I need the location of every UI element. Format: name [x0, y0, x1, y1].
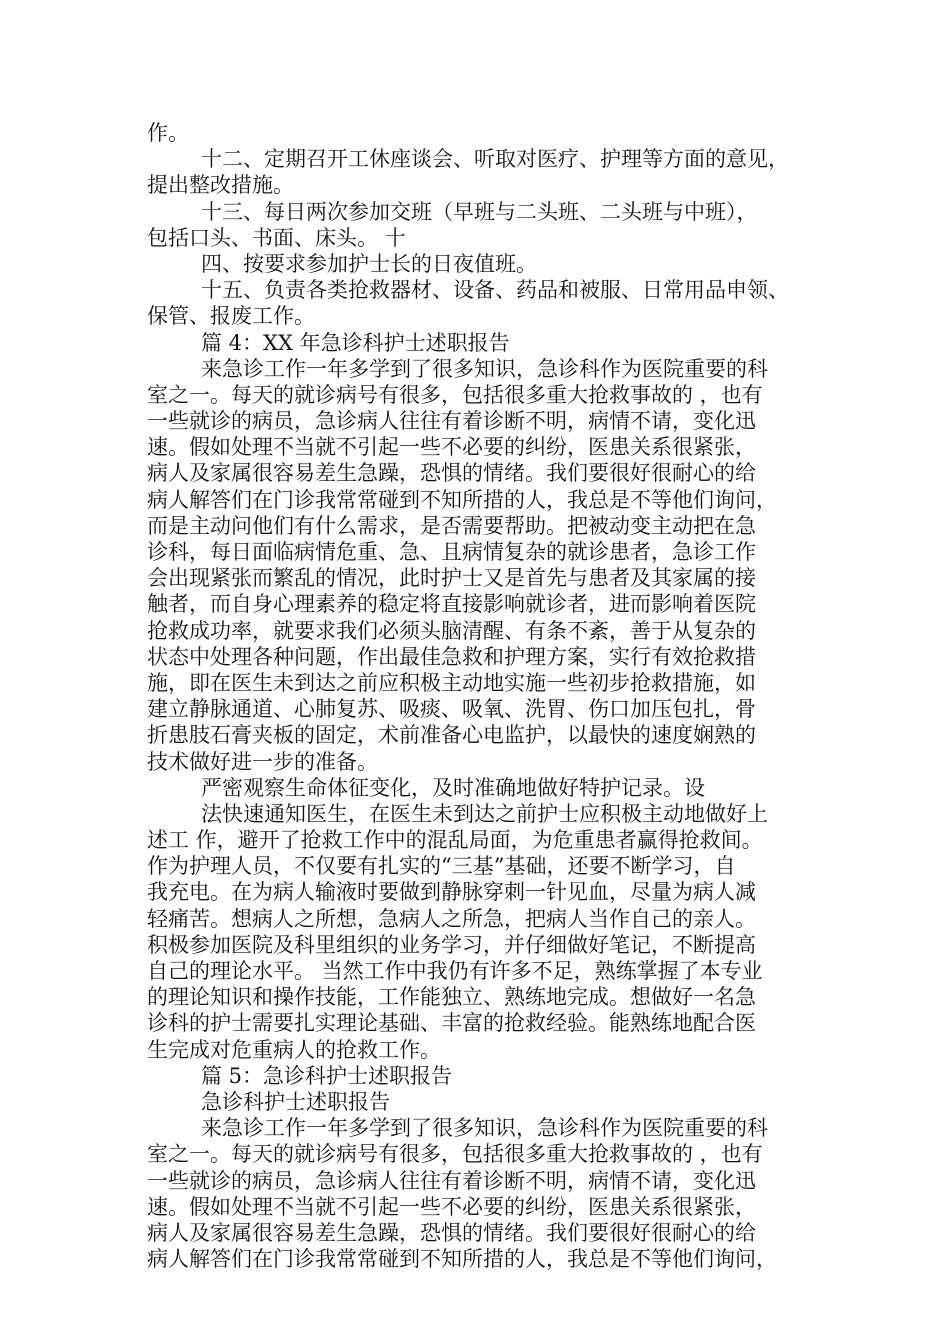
text-line: 篇 4：XX 年急诊科护士述职报告 — [201, 330, 510, 355]
text-line: 作。 — [147, 121, 189, 145]
text-line: 速。假如处理不当就不引起一些不必要的纠纷，医患关系很紧张， — [147, 435, 756, 460]
text-line: 室之一。每天的就诊病号有很多，包括很多重大抢救事故的 ，也有 — [147, 382, 763, 407]
text-line: 十五、负责各类抢救器材、设备、药品和被服、日常用品申领、 — [201, 278, 789, 303]
text-line: 病人解答们在门诊我常常碰到不知所措的人，我总是不等他们询问， — [147, 1247, 777, 1272]
text-line: 保管、报废工作。 — [147, 304, 315, 329]
text-line: 生完成对危重病人的抢救工作。 — [147, 1037, 441, 1062]
text-line: 病人及家属很容易差生急躁，恐惧的情绪。我们要很好很耐心的给 — [147, 461, 756, 486]
text-line: 状态中处理各种问题，作出最佳急救和护理方案，实行有效抢救措 — [147, 644, 756, 669]
text-line: 包括口头、书面、床头。 十 — [147, 225, 406, 250]
text-line: 抢救成功率，就要求我们必须头脑清醒、有条不紊，善于从复杂的 — [147, 618, 756, 643]
text-line: 折患肢石膏夹板的固定，术前准备心电监护，以最快的速度娴熟的 — [147, 723, 756, 748]
text-line: 诊科的护士需要扎实理论基础、丰富的抢救经验。能熟练地配合医 — [147, 1011, 756, 1036]
text-line: 作为护理人员，不仅要有扎实的“三基”基础，还要不断学习，自 — [147, 854, 736, 879]
text-line: 自己的理论水平。 当然工作中我仍有许多不足，熟练掌握了本专业 — [147, 959, 763, 983]
text-line: 来急诊工作一年多学到了很多知识，急诊科作为医院重要的科 — [201, 1116, 768, 1141]
text-line: 十三、每日两次参加交班（早班与二头班、二头班与中班）， — [201, 199, 758, 224]
text-line: 积极参加医院及科里组织的业务学习，并仔细做好笔记，不断提高 — [147, 932, 756, 957]
text-line: 急诊科护士述职报告 — [201, 1089, 390, 1114]
text-line: 我充电。在为病人输液时要做到静脉穿刺一针见血，尽量为病人减 — [147, 880, 756, 905]
text-line: 述工 作，避开了抢救工作中的混乱局面，为危重患者赢得抢救间。 — [147, 828, 763, 853]
text-line: 技术做好进一步的准备。 — [147, 749, 378, 774]
text-line: 诊科，每日面临病情危重、急、且病情复杂的就诊患者，急诊工作 — [147, 540, 756, 564]
text-line: 触者，而自身心理素养的稳定将直接影响就诊者，进而影响着医院 — [147, 592, 756, 617]
text-line: 篇 5：急诊科护士述职报告 — [201, 1063, 453, 1088]
text-line: 轻痛苦。想病人之所想，急病人之所急，把病人当作自己的亲人。 — [147, 906, 756, 931]
text-line: 施，即在医生未到达之前应积极主动地实施一些初步抢救措施，如 — [147, 670, 756, 695]
text-line: 十二、定期召开工休座谈会、听取对医疗、护理等方面的意见， — [201, 147, 789, 172]
document-body — [147, 120, 827, 1272]
text-line: 速。假如处理不当就不引起一些不必要的纠纷，医患关系很紧张， — [147, 1194, 756, 1219]
text-line: 病人及家属很容易差生急躁，恐惧的情绪。我们要很好很耐心的给 — [147, 1220, 756, 1245]
text-line: 的理论知识和操作技能，工作能独立、熟练地完成。想做好一名急 — [147, 985, 756, 1010]
text-line: 病人解答们在门诊我常常碰到不知所措的人，我总是不等他们询问， — [147, 487, 777, 512]
text-line: 会出现紧张而繁乱的情况，此时护士又是首先与患者及其家属的接 — [147, 566, 756, 591]
text-line: 一些就诊的病员，急诊病人往往有着诊断不明，病情不请，变化迅 — [147, 1168, 756, 1193]
text-line: 来急诊工作一年多学到了很多知识，急诊科作为医院重要的科 — [201, 356, 768, 381]
text-line: 法快速通知医生，在医生未到达之前护士应积极主动地做好上 — [201, 801, 768, 826]
text-line: 严密观察生命体征变化，及时准确地做好特护记录。设 — [201, 775, 705, 800]
text-line: 室之一。每天的就诊病号有很多，包括很多重大抢救事故的 ，也有 — [147, 1142, 763, 1167]
text-line: 而是主动问他们有什么需求，是否需要帮助。把被动变主动把在急 — [147, 513, 756, 538]
text-line: 建立静脉通道、心肺复苏、吸痰、吸氧、洗胃、伤口加压包扎，骨 — [147, 697, 756, 722]
text-line: 一些就诊的病员，急诊病人往往有着诊断不明，病情不请，变化迅 — [147, 409, 756, 434]
text-line: 提出整改措施。 — [147, 173, 294, 198]
text-line: 四、按要求参加护士长的日夜值班。 — [201, 251, 537, 276]
